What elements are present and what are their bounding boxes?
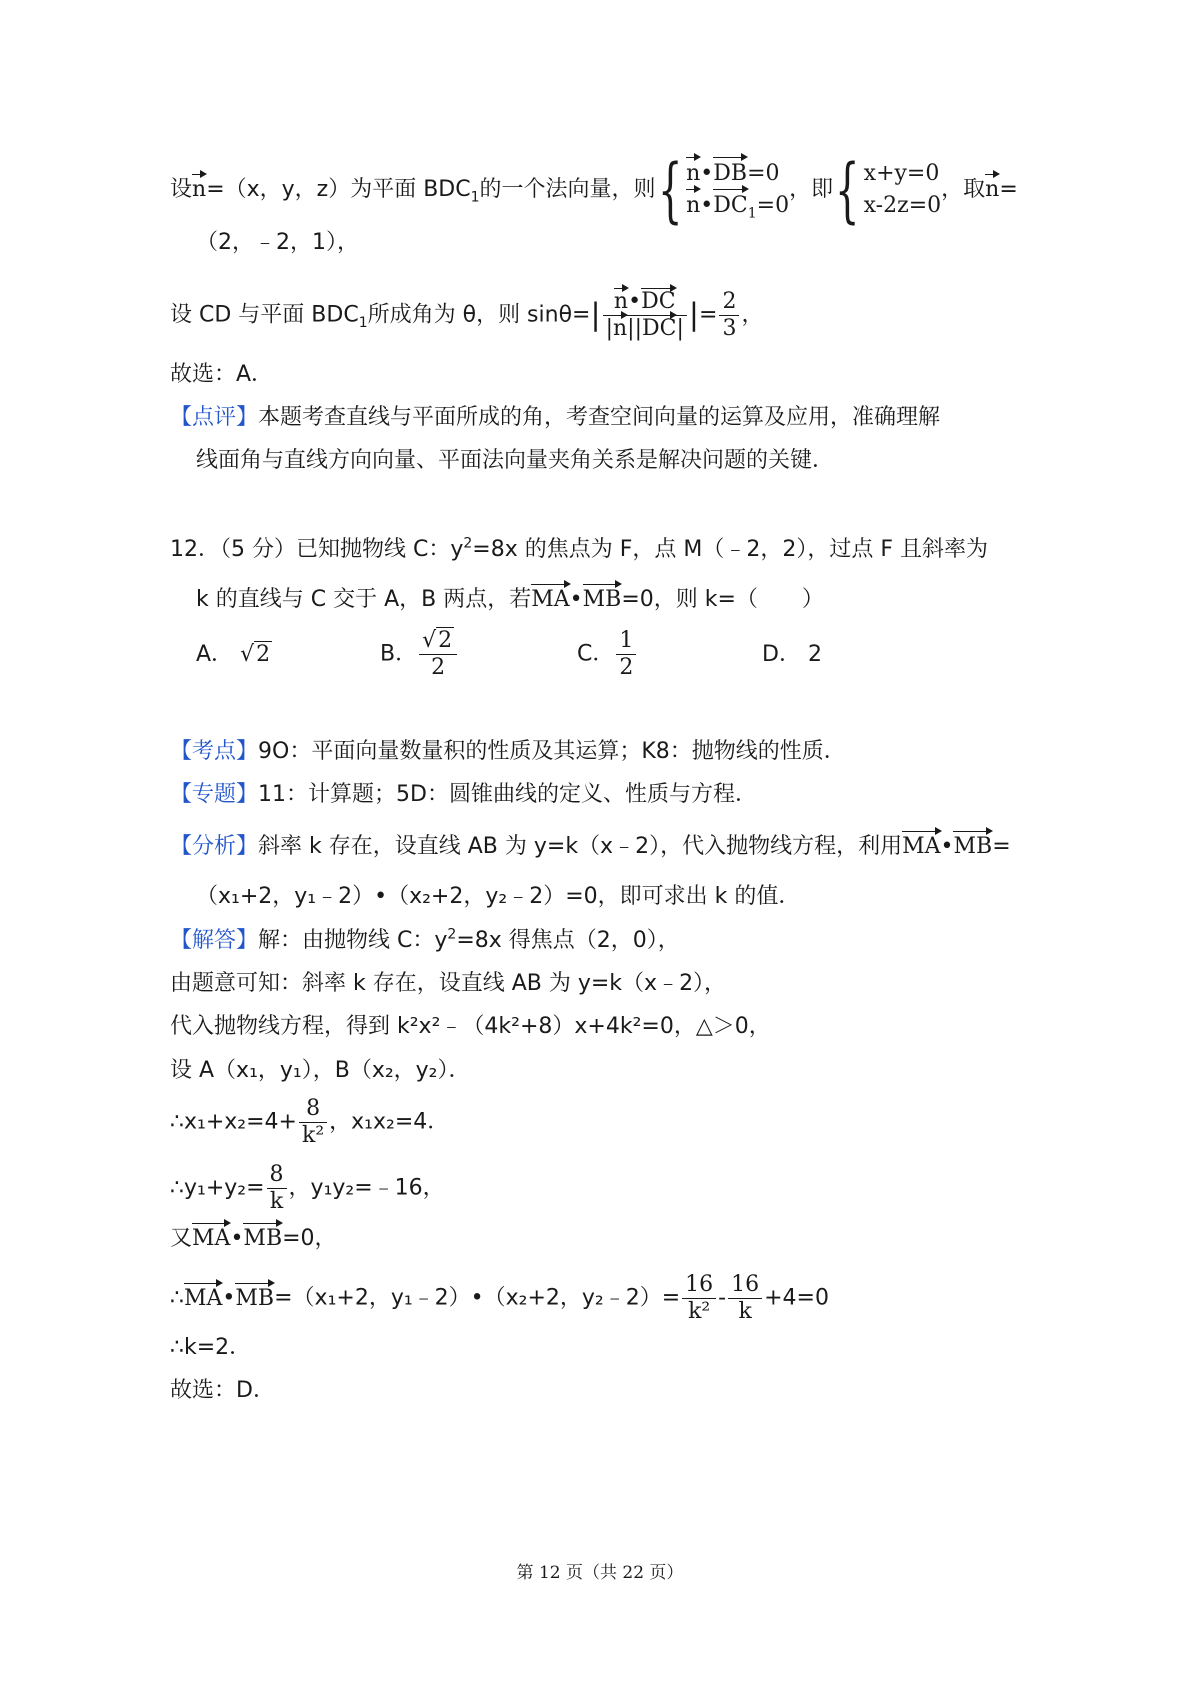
- option-d: D． 2: [762, 642, 822, 667]
- solution-row-5: ∴y₁+y₂= $\frac{8}{k}$ ，y₁y₂=﹣16，: [170, 1162, 445, 1214]
- zhuanti-line: 【专题】11：计算题；5D：圆锥曲线的定义、性质与方程．: [170, 782, 757, 807]
- review-line-2: 线面角与直线方向向量、平面法向量夹角关系是解决问题的关键．: [196, 448, 835, 473]
- answer-a: 故选：A．: [170, 362, 274, 387]
- equation-system-coords: x+y=0 x-2z=0: [863, 161, 942, 218]
- vector-n: n: [192, 175, 206, 205]
- option-b: B． $\frac{√2}{2}$: [380, 628, 459, 681]
- normal-vector-value: （2，﹣2，1），: [196, 230, 359, 255]
- sin-fraction: $\frac{n•DC}{|n||DC|}$: [603, 289, 687, 342]
- vector-n: n: [985, 175, 999, 205]
- answer-d: 故选：D．: [170, 1378, 275, 1403]
- review-tag: 【点评】: [170, 405, 259, 430]
- fenxi-line-2: （x₁+2，y₁﹣2）•（x₂+2，y₂﹣2）=0，即可求出 k 的值．: [196, 884, 801, 909]
- result-fraction: $\frac{2}{3}$: [719, 289, 739, 342]
- left-brace: {: [835, 149, 860, 231]
- solution-row-2: 代入抛物线方程，得到 k²x²﹣（4k²+8）x+4k²=0，△＞0，: [170, 1014, 771, 1039]
- equation-system-vectors: n•DB=0 $n•DC_1=0$: [686, 158, 789, 222]
- left-brace: {: [657, 149, 683, 231]
- solution-row-8: ∴k=2．: [170, 1335, 252, 1360]
- question-12-line-2: k 的直线与 C 交于 A，B 两点，若MA•MB=0，则 k=（ ）: [196, 585, 824, 615]
- kaodian-tag: 【考点】: [170, 739, 259, 764]
- sin-theta-line: 设 CD 与平面 $BDC_1$所成角为 θ，则 sinθ=| $\frac{n•DC}{|n||DC|}$ |= $\frac{2}{3}$ ，: [170, 289, 764, 341]
- solution-row-7: ∴MA•MB=（x₁+2，y₁﹣2）•（x₂+2，y₂﹣2）= $\frac{16}{\text{k²}}$ - $\frac{16}{k}$ +4=0: [170, 1272, 829, 1324]
- solution-row-3: 设 A（x₁，y₁），B（x₂，y₂）．: [170, 1058, 471, 1083]
- page-footer: 第 12 页（共 22 页）: [516, 1563, 684, 1583]
- question-12-line-1: 12．（5 分）已知抛物线 C：$y^2=8x$ 的焦点为 F，点 M（﹣2，2），过点 F 且斜率为: [170, 535, 988, 562]
- fenxi-line-1: 【分析】斜率 k 存在，设直线 AB 为 y=k（x﹣2），代入抛物线方程，利用MA•MB=: [170, 832, 1011, 862]
- option-a: A． √2: [196, 642, 271, 667]
- solution-row-4: ∴x₁+x₂=4+ $\frac{8}{\text{k²}}$ ，x₁x₂=4．: [170, 1096, 450, 1148]
- kaodian-line: 【考点】9O：平面向量数量积的性质及其运算；K8：抛物线的性质．: [170, 739, 846, 764]
- solution-row-6: 又MA•MB=0，: [170, 1224, 337, 1254]
- option-c: C． $\frac{1}{2}$: [577, 628, 638, 681]
- solution-row-1: 由题意可知：斜率 k 存在，设直线 AB 为 y=k（x﹣2），: [170, 971, 727, 996]
- jieda-tag: 【解答】: [170, 928, 259, 953]
- fenxi-tag: 【分析】: [170, 834, 259, 859]
- jieda-line: 【解答】解：由抛物线 C：$y^2=8x$ 得焦点（2，0），: [170, 926, 680, 953]
- solution-normal-vector-line: 设n=（x，y，z）为平面 $BDC_1$的一个法向量，则{ n•DB=0 $n•DC_1=0$ ，即{ x+y=0 x-2z=0 ，取n=: [170, 149, 1018, 231]
- zhuanti-tag: 【专题】: [170, 782, 259, 807]
- review-line-1: 【点评】本题考查直线与平面所成的角，考查空间向量的运算及应用，准确理解: [170, 405, 941, 430]
